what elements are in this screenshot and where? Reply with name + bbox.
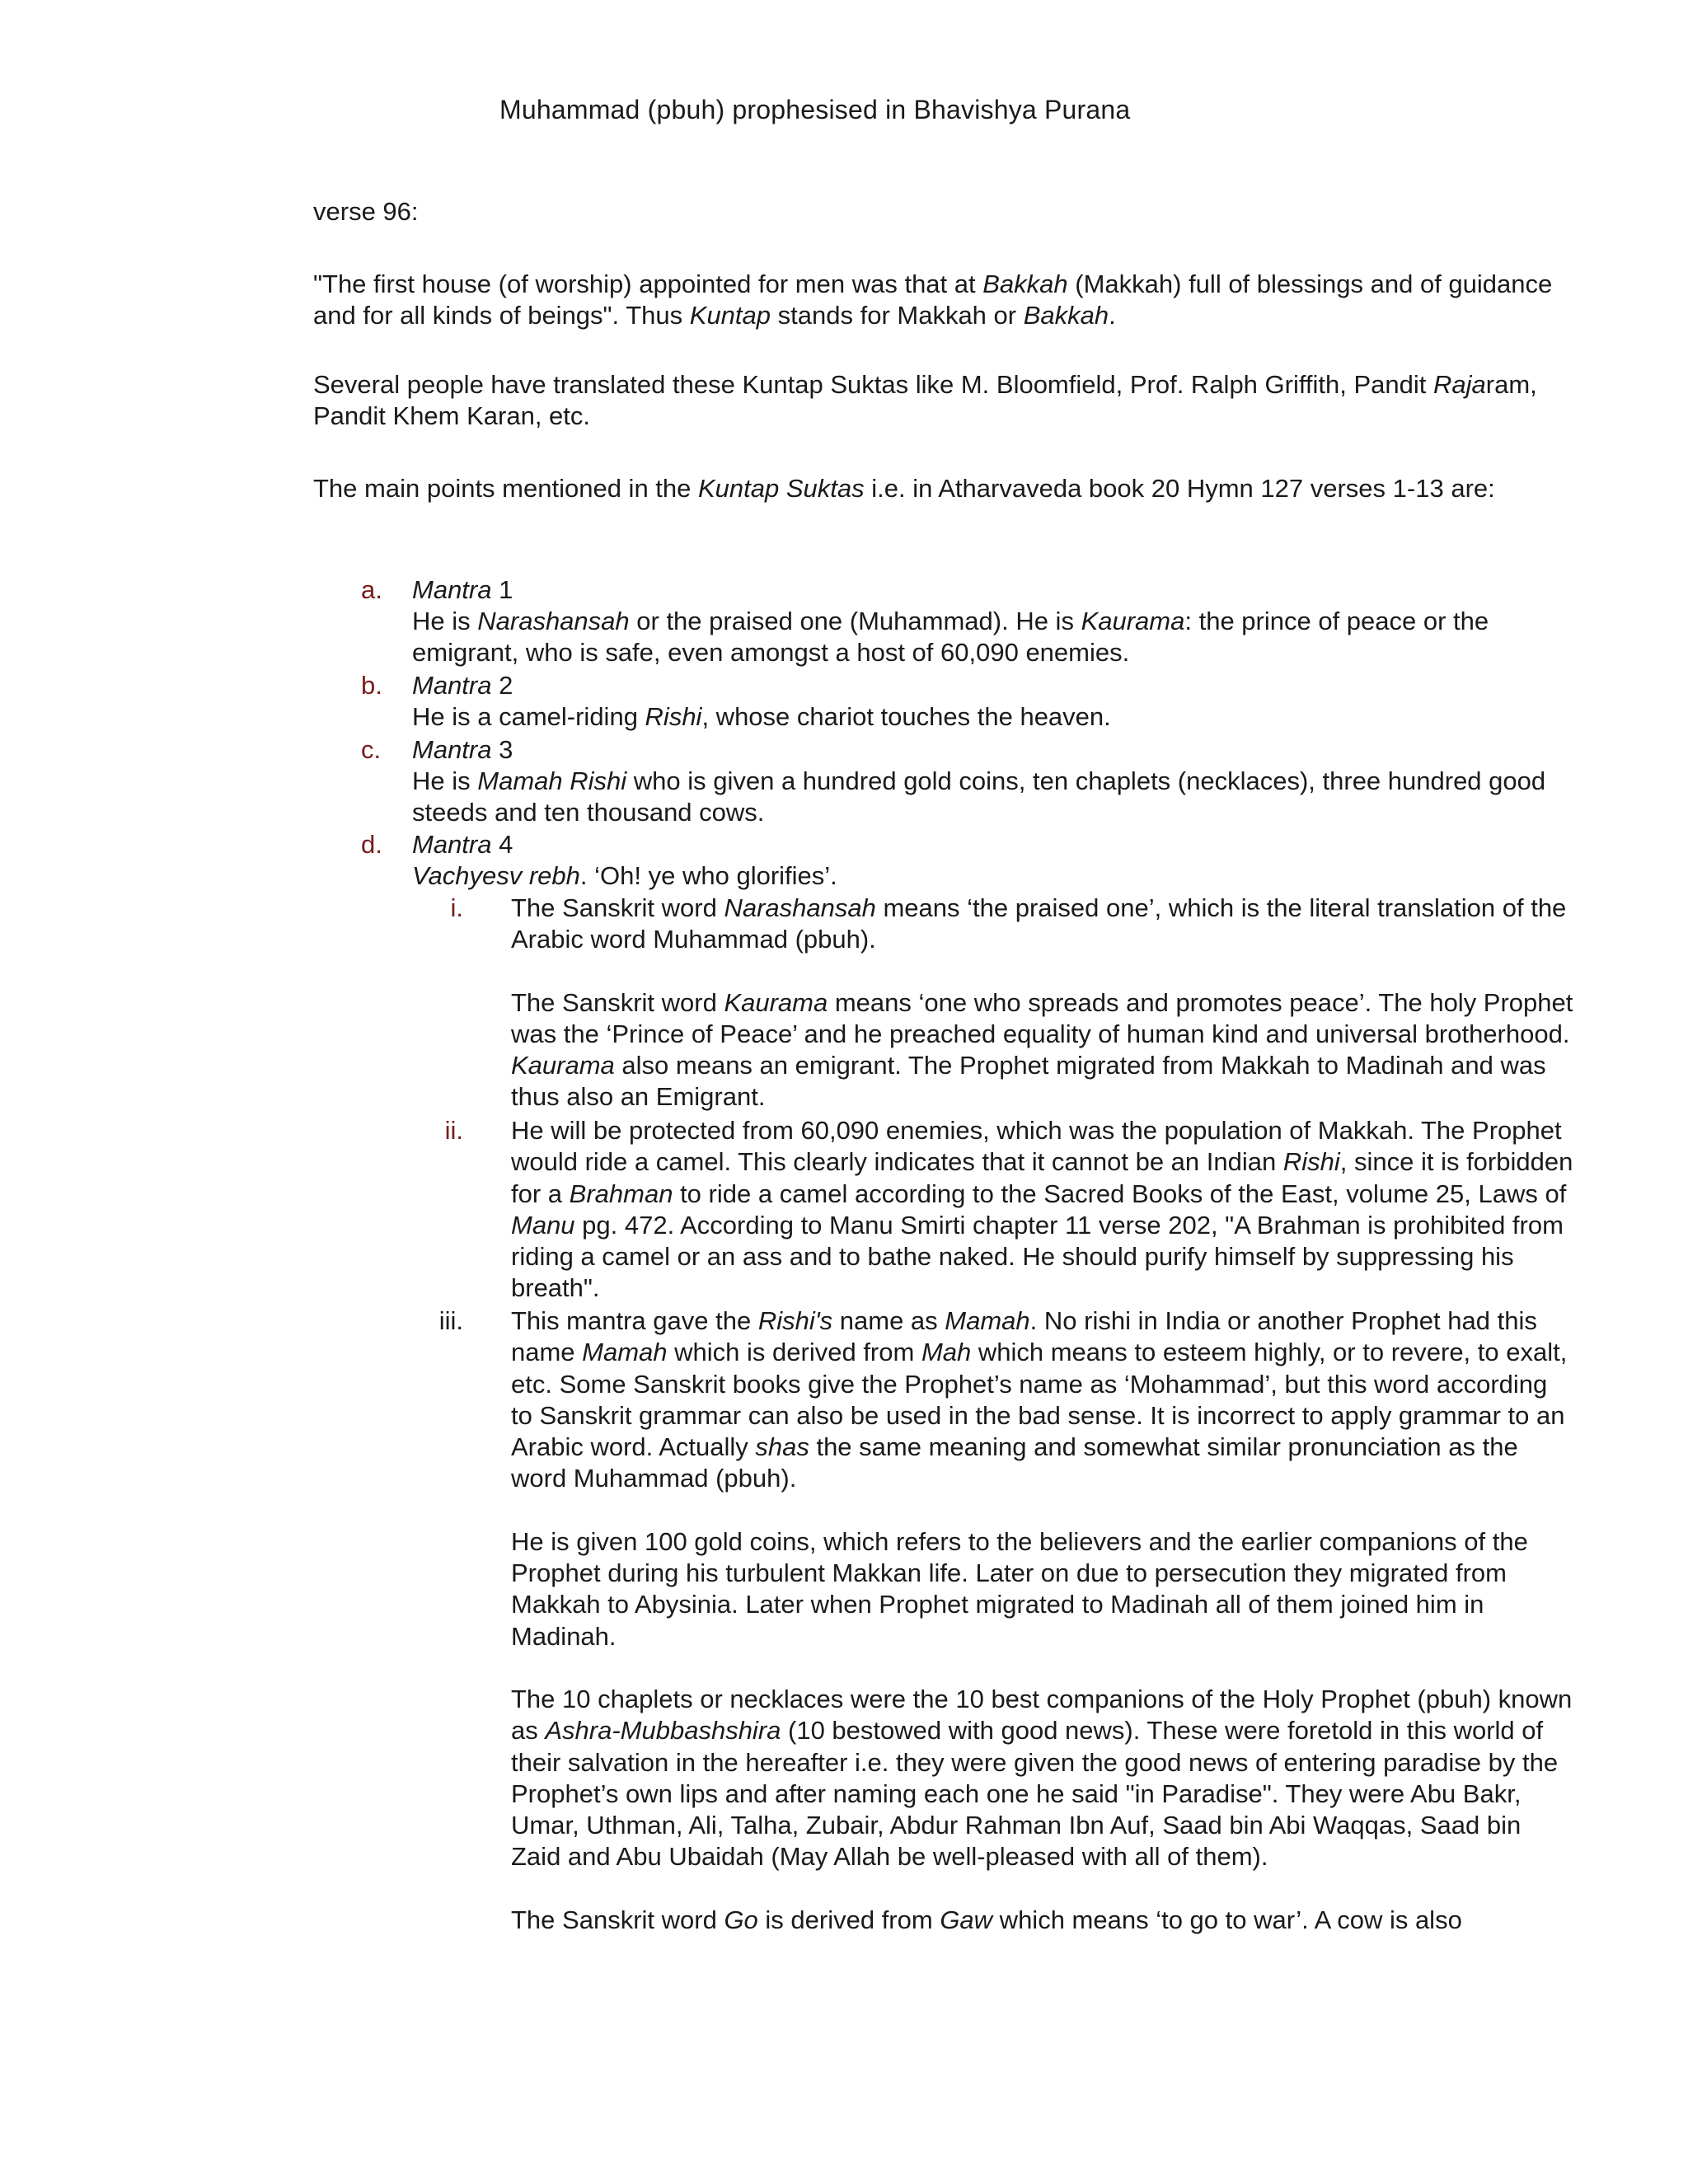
mantra-4-item bbox=[412, 829, 1582, 892]
mantra-1-item bbox=[412, 574, 1582, 668]
mantra-2-item bbox=[412, 670, 1582, 733]
mantra-1-title: Mantra 1 bbox=[412, 575, 513, 604]
explanation-ii: He will be protected from 60,090 enemies, which was the population of Makkah. The Prophet would ride a camel. This clearly indicates that it cannot be an Indian Rishi, since it is forbidden for a Brahman to ride a camel according to the Sacred Books of the East, volume 25, Laws of Manu pg. 472. According to Manu Smirti chapter 11 verse 202, "A Brahman is prohibited from riding a camel or an ass and to bathe naked. He should purify himself by suppressing his breath". bbox=[511, 1116, 1573, 1303]
page-header-title: Muhammad (pbuh) prophesised in Bhavishya Purana bbox=[499, 95, 1131, 124]
explanation-iii-para-2: He is given 100 gold coins, which refers to the believers and the earlier companions of the Prophet during his turbulent Makkan life. Later on due to persecution they migrated from Makkah to Abysinia. Later when Prophet migrated to Madinah all of them joined him in Madinah. bbox=[511, 1526, 1528, 1651]
list-marker-a: a. bbox=[361, 575, 382, 604]
explanation-iii-para-1: This mantra gave the Rishi's name as Mamah. No rishi in India or another Prophet had this name Mamah which is derived from Mah which means to esteem highly, or to revere, to exalt, etc. Some Sanskrit books give the Prophet’s name as ‘Mohammad’, but this word according to Sanskrit grammar can also be used in the bad sense. It is incorrect to apply grammar to an Arabic word. Actually shas the same meaning and somewhat similar pronunciation as the word Muhammad (pbuh). bbox=[511, 1306, 1568, 1493]
mantra-2-title: Mantra 2 bbox=[412, 671, 513, 700]
list-marker-ii: ii. bbox=[444, 1116, 463, 1145]
quote-paragraph: "The first house (of worship) appointed for men was that at Bakkah (Makkah) full of blessings and of guidance and for all kinds of beings". Thus Kuntap stands for Makkah or Bakkah. bbox=[313, 269, 1553, 330]
mantra-3-item bbox=[412, 734, 1582, 828]
translators-paragraph: Several people have translated these Kuntap Suktas like M. Bloomfield, Prof. Ralph Griffith, Pandit Rajaram, Pandit Khem Karan, etc. bbox=[313, 370, 1537, 430]
explanation-iii-para-4: The Sanskrit word Go is derived from Gaw which means ‘to go to war’. A cow is also bbox=[511, 1905, 1462, 1934]
explanation-iii-para-3: The 10 chaplets or necklaces were the 10 best companions of the Holy Prophet (pbuh) known as Ashra-Mubbashshira (10 bestowed with good news). These were foretold in this world of their salvation in the hereafter i.e. they were given the good news of entering paradise by the Prophet’s own lips and after naming each one he said "in Paradise". They were Abu Bakr, Umar, Uthman, Ali, Talha, Zubair, Abdur Rahman Ibn Auf, Saad bin Abi Waqqas, Saad bin Zaid and Abu Ubaidah (May Allah be well-pleased with all of them). bbox=[511, 1684, 1573, 1872]
mantra-1-text: He is Narashansah or the praised one (Muhammad). He is Kaurama: the prince of peace or the emigrant, who is safe, even amongst a host of 60,090 enemies. bbox=[412, 607, 1489, 667]
list-marker-c: c. bbox=[361, 735, 382, 764]
verse-label: verse 96: bbox=[313, 197, 419, 226]
list-marker-d: d. bbox=[361, 830, 382, 859]
explanation-i-para-1: The Sanskrit word Narashansah means ‘the praised one’, which is the literal translation of the Arabic word Muhammad (pbuh). bbox=[511, 893, 1567, 954]
mantra-4-title: Mantra 4 bbox=[412, 830, 513, 859]
explanation-iii bbox=[511, 1305, 1574, 1936]
list-marker-i: i. bbox=[450, 893, 463, 922]
explanation-i-para-2: The Sanskrit word Kaurama means ‘one who spreads and promotes peace’. The holy Prophet was the ‘Prince of Peace’ and he preached equality of human kind and universal brotherhood. Kaurama also means an emigrant. The Prophet migrated from Makkah to Madinah and was thus also an Emigrant. bbox=[511, 987, 1573, 1112]
list-marker-iii: iii. bbox=[438, 1306, 463, 1335]
mantra-4-text: Vachyesv rebh. ‘Oh! ye who glorifies’. bbox=[412, 861, 837, 890]
mantra-3-title: Mantra 3 bbox=[412, 735, 513, 764]
explanation-i bbox=[511, 893, 1574, 1113]
mantra-2-text: He is a camel-riding Rishi, whose chariot touches the heaven. bbox=[412, 702, 1111, 731]
mantra-3-text: He is Mamah Rishi who is given a hundred gold coins, ten chaplets (necklaces), three hundred good steeds and ten thousand cows. bbox=[412, 766, 1546, 827]
list-marker-b: b. bbox=[361, 671, 382, 700]
main-points-paragraph: The main points mentioned in the Kuntap Suktas i.e. in Atharvaveda book 20 Hymn 127 verses 1-13 are: bbox=[313, 474, 1495, 503]
